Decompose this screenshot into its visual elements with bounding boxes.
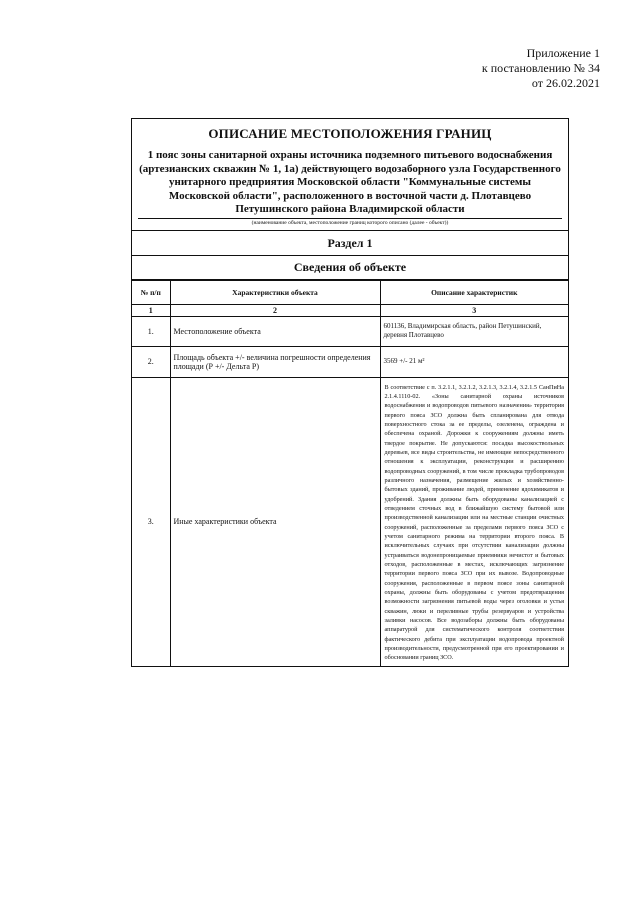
row-description: В соответствие с п. 3.2.1.1, 3.2.1.2, 3.2.1.3, 3.2.1.4, 3.2.1.5 СанПиНа 2.1.4.1110-02. «Зоны санитарной охраны источников водоснабжения и водопроводов питьевого назначения» территория первого пояса ЗСО должна быть спланирована для отвода поверхностного стока за ее пределы, озеленена, ограждена и обеспечена охраной. Дорожки к сооружениям должны иметь твердое покрытие. Не допускаются: посадка высокоствольных деревьев, все виды строительства, не имеющие непосредственного отношения к эксплуатации, реконструкции и расширению водопроводных сооружений, в том числе прокладка трубопроводов различного назначения, размещение жилых и хозяйственно-бытовых зданий, проживание людей, применение ядохимикатов и удобрений. Здания должны быть оборудованы канализацией с отведением сточных вод в ближайшую систему бытовой или производственной канализации или на местные станции очистных сооружений, расположенные за пределами первого пояса ЗСО с учетом санитарного режима на территории второго пояса. В исключительных случаях при отсутствии канализации должны устраиваться водонепроницаемые приемники нечистот и бытовых отходов, расположенные в местах, исключающих загрязнение территории первого пояса ЗСО при их вывозе. Водопроводные сооружения, расположенные в первом поясе зоны санитарной охраны, должны быть оборудованы с учетом предотвращения возможности загрязнения питьевой воды через оголовки и устья скважин, люки и переливные трубы резервуаров и устройства заливки насосов. Все водозаборы должны быть оборудованы аппаратурой для систематического контроля соответствия фактического дебита при эксплуатации водопровода проектной производительности, предусмотренной при его проектировании и обосновании границ ЗСО. (380, 377, 568, 666)
column-header-description: Описание характеристик (380, 280, 568, 304)
appendix-block (482, 46, 600, 91)
row-number: 2. (132, 346, 170, 377)
appendix-line-2: к постановлению № 34 (481, 61, 600, 75)
appendix-line-3: от 26.02.2021 (531, 76, 600, 90)
table-row (132, 316, 568, 346)
row-characteristic: Местоположение объекта (170, 316, 380, 346)
column-header-number: № п/п (132, 280, 170, 304)
column-number: 2 (170, 304, 380, 316)
section-title: Сведения об объекте (132, 256, 568, 280)
document-subtitle: 1 пояс зоны санитарной охраны источника подземного питьевого водоснабжения (артезианских скважин № 1, 1а) действующего водозаборного узла Государственного унитарного предприятия Московской области "Коммунальные системы Московской области", расположенного в восточной части д. Плотавцево Петушинского района Владимирской области (138, 149, 562, 219)
row-characteristic: Иные характеристики объекта (170, 377, 380, 666)
section-label: Раздел 1 (132, 230, 568, 255)
table-row (132, 346, 568, 377)
document-title: ОПИСАНИЕ МЕСТОПОЛОЖЕНИЯ ГРАНИЦ (208, 126, 492, 141)
row-number: 1. (132, 316, 170, 346)
document-frame (131, 118, 569, 667)
row-characteristic: Площадь объекта +/- величина погрешности определения площади (Р +/- Дельта Р) (170, 346, 380, 377)
column-header-characteristic: Характеристики объекта (170, 280, 380, 304)
row-description: 3569 +/- 21 м² (380, 346, 568, 377)
appendix-line-1: Приложение 1 (526, 46, 600, 60)
row-number: 3. (132, 377, 170, 666)
table-row (132, 377, 568, 666)
row-description: 601136, Владимирская область, район Петушинский, деревня Плотавцево (380, 316, 568, 346)
column-number-row (132, 304, 568, 316)
column-number: 3 (380, 304, 568, 316)
object-info-table (132, 280, 568, 666)
table-header-row (132, 280, 568, 304)
document-header (132, 119, 568, 256)
column-number: 1 (132, 304, 170, 316)
document-note: (наименование объекта, местоположение границ которого описано (далее - объект)) (251, 219, 449, 226)
